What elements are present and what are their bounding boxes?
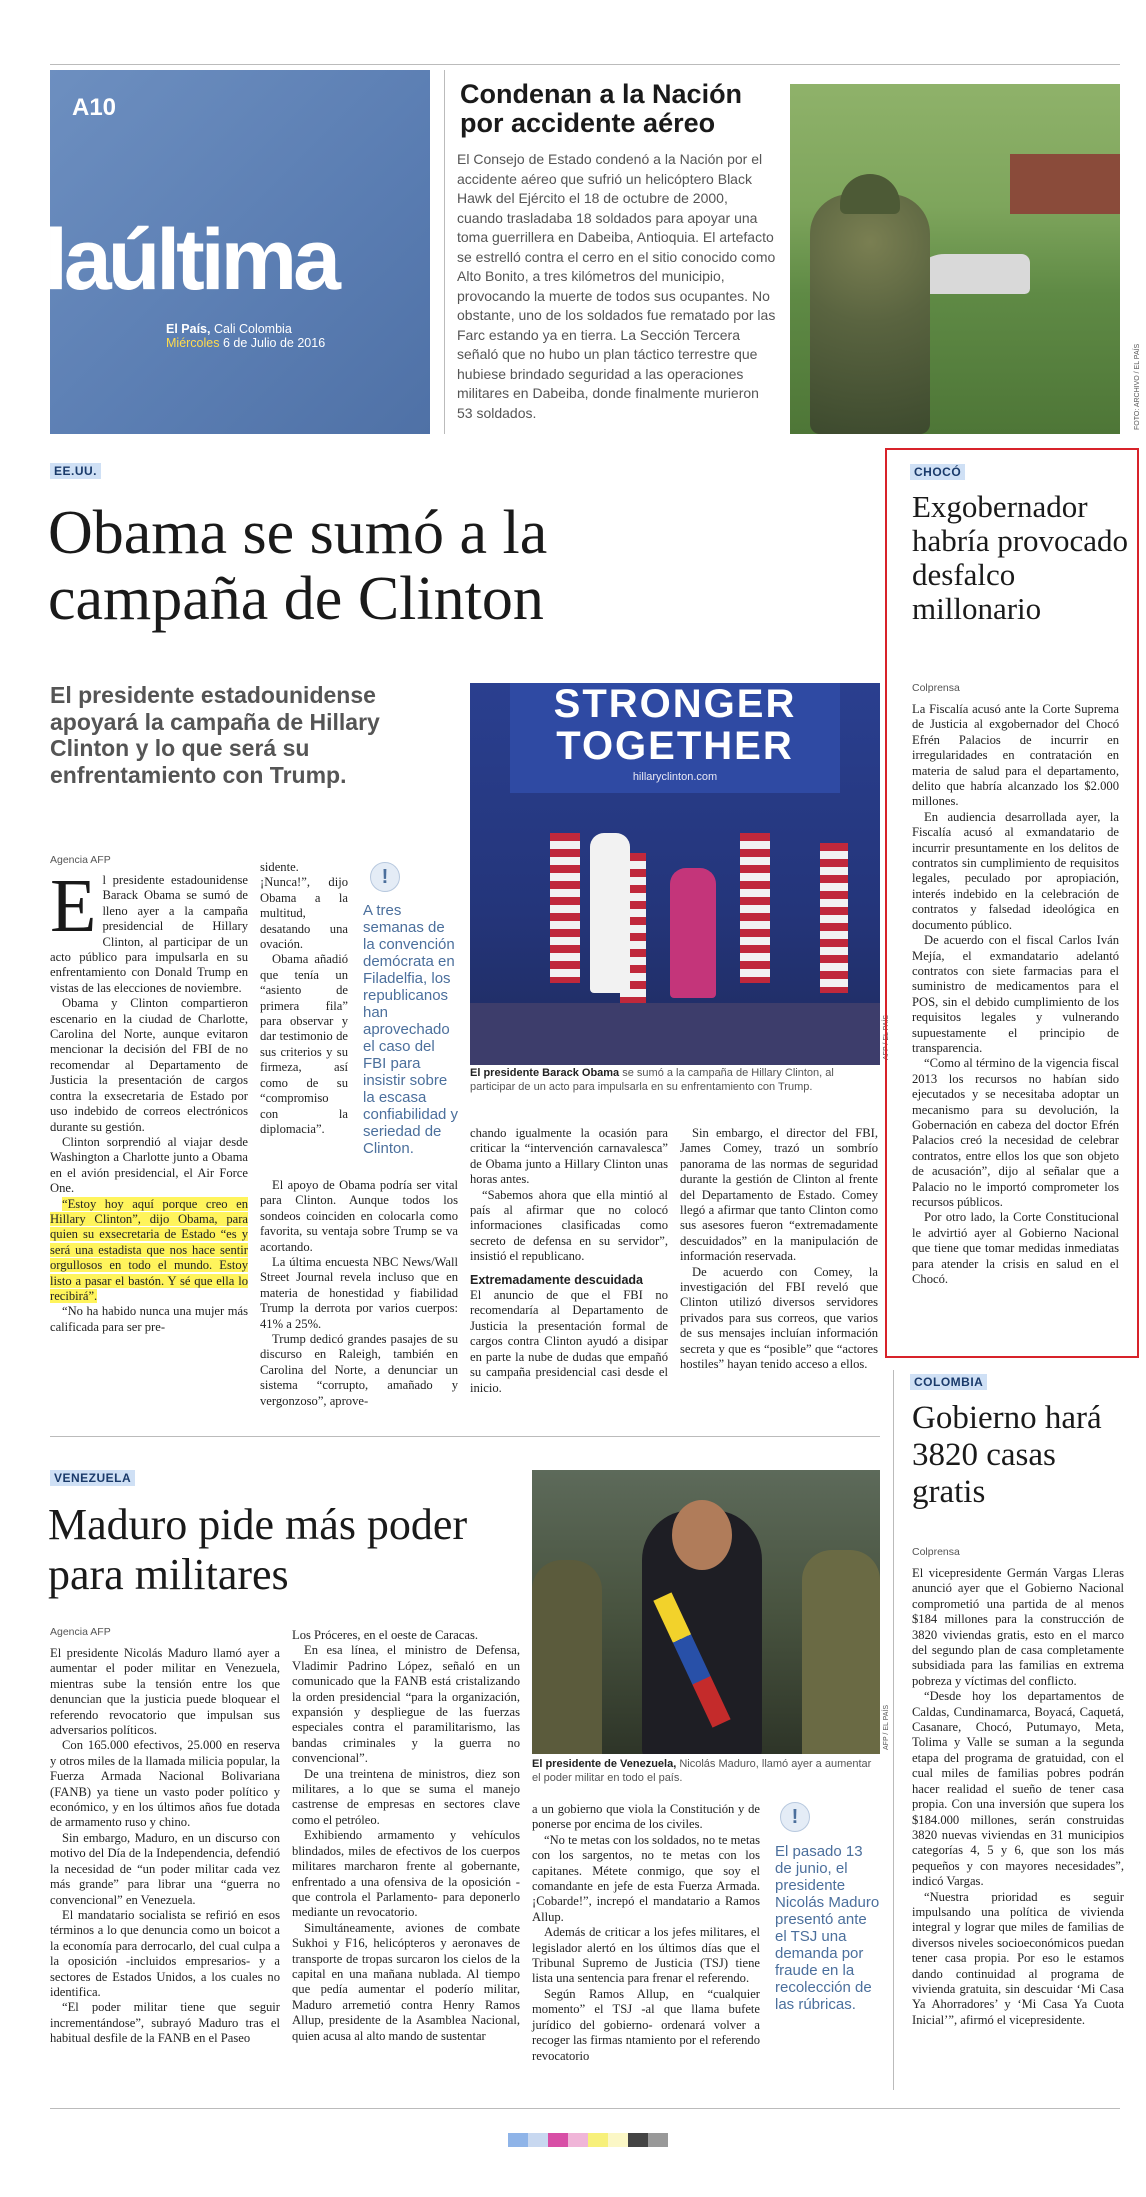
obama-deck: El presidente estadounidense apoyará la campaña de Hillary Clinton y lo que será su enfrentamiento con Trump.	[50, 682, 380, 788]
caption-bold: El presidente de Venezuela,	[532, 1758, 677, 1770]
section-divider	[50, 1436, 880, 1437]
maduro-paragraph: Los Próceres, en el oeste de Caracas.	[292, 1628, 479, 1642]
obama-caption	[470, 1067, 880, 1094]
obama-paragraph: De acuerdo con Comey, la investigación del FBI reveló que Clinton utilizó diversos servidores privados para sus correos, que varios de sus mensajes incluían información secreta y que es “posible” que “actores hostiles” hayan tenido acceso a ellos.	[680, 1264, 878, 1372]
obama-headline: Obama se sumó a la campaña de Clinton	[48, 499, 548, 633]
sign-line-1: STRONGER	[553, 683, 797, 726]
flag-right-2	[820, 843, 848, 993]
caption-bold: El presidente Barack Obama	[470, 1067, 620, 1079]
top-rule	[50, 64, 1120, 65]
date: 6 de Julio de 2016	[222, 336, 326, 350]
campaign-sign	[510, 683, 840, 793]
masthead-panel	[44, 70, 430, 434]
page-number: A10	[72, 94, 117, 121]
alert-icon: !	[370, 862, 400, 892]
top-photo-credit: FOTO: ARCHIVO / EL PAÍS	[1134, 343, 1141, 430]
choco-body	[912, 702, 1119, 1287]
obama-agency: Agencia AFP	[50, 854, 111, 866]
obama-pullquote: A tres semanas de la convención demócrata en Filadelfia, los republicanos han aprovechado el caso del FBI para insistir sobre la escasa confiabilidad y seriedad de Clinton.	[363, 902, 459, 1157]
obama-paragraph: “Sabemos ahora que ella mintió al país al afirmar que no colocó informaciones clasificadas como secreto de defensa en su servidor”, insistió el republicano.	[470, 1187, 668, 1264]
footer-rule	[50, 2108, 1120, 2109]
maduro-paragraph: Además de criticar a los jefes militares, el legislador alertó en los últimos días que el Tribunal Supremo de Justicia (TSJ) tiene lista una sentencia para frenar el referendo.	[532, 1925, 760, 1986]
sign-url: hillaryclinton.com	[632, 771, 718, 783]
obama-column-3	[470, 1126, 668, 1396]
photo-officer-right	[802, 1550, 880, 1754]
obama-clinton-photo	[470, 683, 880, 1065]
obama-lead: l presidente estadounidense Barack Obama se sumó de lleno ayer a la campaña presidencial de Hillary Clinton, al participar de un acto público para impulsarla en su enfrentamiento con Donald Trump en vistas de las elecciones de noviembre.	[50, 873, 248, 995]
maduro-paragraph: De una treintena de ministros, diez son militares, a lo que se suma el manejo castrense de empresas en sectores clave como el petróleo.	[292, 1766, 520, 1827]
photo-soldier-helmet	[840, 174, 900, 214]
maduro-photo	[532, 1470, 880, 1754]
choco-paragraph: En audiencia desarrollada ayer, la Fiscalía acusó al exmandatario de incurrir presuntamente en los delitos de contratos sin cumplimiento de requisitos legales, peculado por apropiación, interés indebido en la celebración de contratos y falsedad ideológica en documento público.	[912, 809, 1119, 932]
maduro-pullquote: El pasado 13 de junio, el presidente Nicolás Maduro presentó ante el TSJ una demanda por fraude en la recolección de las rúbricas.	[775, 1843, 880, 2013]
swatch	[608, 2133, 628, 2147]
caption-text: se sumó a la campaña de Hillary Clinton, al participar de un acto para impulsarla en su enfrentamiento con Trump.	[470, 1067, 834, 1093]
obama-paragraph: Clinton sorprendió al viajar desde Washington a Charlotte junto a Obama en el avión presidencial, el Air Force One.	[50, 1134, 248, 1196]
maduro-headline: Maduro pide más poder para militares	[48, 1500, 468, 1599]
section-tag-venezuela: VENEZUELA	[50, 1470, 135, 1486]
maduro-paragraph: Exhibiendo armamento y vehículos blindados, miles de efectivos de los cuerpos militares marcharon frente al gobernante, enfrentado a una ofensiva de la oposición -que controla el Parlamento- para deponerlo mediante un revocatorio.	[292, 1828, 520, 1920]
figure-obama	[590, 833, 630, 993]
masthead-dateline	[166, 322, 325, 350]
maduro-column-3	[532, 1802, 760, 2064]
section-tag-eeuu: EE.UU.	[50, 463, 101, 479]
obama-paragraph: Obama añadió que tenía un “asiento de primera fila” para observar y dar testimonio de sus criterios y su firmeza, así como de su “compromiso con la diplomacia”.	[260, 952, 348, 1136]
choco-paragraph: La Fiscalía acusó ante la Corte Suprema de Justicia al exgobernador del Chocó Efrén Palacios de incurrir en irregularidades en contratación en materia de salud para el departamento, delito que habría alcanzado los $2.000 millones.	[912, 702, 1119, 809]
choco-agency: Colprensa	[912, 682, 960, 694]
swatch	[628, 2133, 648, 2147]
colombia-headline: Gobierno hará 3820 casas gratis	[912, 1400, 1102, 1510]
swatch	[548, 2133, 568, 2147]
maduro-paragraph: Según Ramos Allup, en “cualquier momento” el TSJ -al que llama bufete jurídico del gobierno- ordenará volver a recoger las firmas ntamiento por el referendo revocatorio	[532, 1986, 760, 2063]
right-column-divider	[893, 1370, 894, 2090]
figure-clinton	[670, 868, 716, 998]
colombia-paragraph: El vicepresidente Germán Vargas Lleras anunció ayer que el Gobierno Nacional comprometió una partida de al menos $184 millones para la construcción de 3820 viviendas gratis, esto en el marco del segundo plan de casa completamente subsidiada para las familias en extrema pobreza y víctimas del conflicto.	[912, 1566, 1124, 1688]
colombia-agency: Colprensa	[912, 1546, 960, 1558]
highlighted-quote: “Estoy hoy aquí porque creo en Hillary Clinton”, dijo Obama, para quien su exsecretaria de Estado “es y será una estadista que nos hace sentir orgullosos en todo el mundo. Estoy listo a pasar el bastón. Y sé que ella lo recibirá”.	[50, 1196, 248, 1303]
masthead-divider	[444, 70, 445, 434]
maduro-column-1	[50, 1646, 280, 2047]
maduro-agency: Agencia AFP	[50, 1626, 111, 1638]
maduro-paragraph: “No te metas con los soldados, no te metas con los sargentos, no te metas con los capitanes. Métete conmigo, que soy el comandante en jefe de esta Fuerza Armada. ¡Cobarde!”, increpó el mandatario a Ramos Allup.	[532, 1832, 760, 1924]
choco-paragraph: De acuerdo con el fiscal Carlos Iván Mejía, el exmandatario adelantó contratos con siete farmacias para el suministro de medicamentos para el POS, sin el debido cumplimiento de los requisitos legales y vulnerando supuestamente el principio de transparencia.	[912, 933, 1119, 1055]
maduro-column-2	[292, 1628, 520, 2044]
flag-right-1	[740, 833, 770, 983]
colombia-paragraph: “Desde hoy los departamentos de Caldas, Cundinamarca, Boyacá, Caquetá, Casanare, Chocó, Putumayo, Meta, Tolima y Valle se suman a la segunda etapa del programa de gratuidad, con el cual miles de familias pobres podrán hacer realidad el sueño de tener casa propia. Con una inversión que supera los $184.000 millones, serán construidas 3820 nuevas viviendas en 31 municipios categorías 4, 5 y 6, que son los más pequeños y con mayores necesidades”, indicó Vargas.	[912, 1689, 1124, 1889]
obama-paragraph: sidente. ¡Nunca!”, dijo Obama a la multitud, desatando una ovación.	[260, 860, 348, 952]
maduro-paragraph: a un gobierno que viola la Constitución y de ponerse por encima de los civiles.	[532, 1802, 760, 1832]
maduro-paragraph: “El poder militar tiene que seguir incrementándose”, subrayó Maduro tras el habitual desfile de la FANB en el Paseo	[50, 2000, 280, 2046]
section-tag-colombia: COLOMBIA	[910, 1374, 987, 1390]
soldier-photo	[790, 84, 1120, 434]
swatch	[508, 2133, 528, 2147]
colombia-body	[912, 1566, 1124, 2028]
maduro-caption	[532, 1758, 880, 1785]
top-story-headline: Condenan a la Nación por accidente aéreo	[460, 79, 743, 138]
obama-paragraph: “No ha habido nunca una mujer más calificada para ser pre-	[50, 1304, 248, 1334]
photo-soldier	[810, 194, 930, 434]
obama-photo-credit: AFP / EL PAÍS	[883, 1014, 890, 1060]
obama-paragraph: chando igualmente la ocasión para criticar la “intervención carnavalesca” de Obama junto a Hillary Clinton unas horas antes.	[470, 1126, 668, 1187]
maduro-paragraph: El mandatario socialista se refirió en esos términos a lo que denuncia como un boicot a la economía para derrocarlo, del cual culpa a la oposición -incluidos empresarios- y a sectores de Estados Unidos, a los cuales no identifica.	[50, 1907, 280, 1999]
stage-floor	[470, 1003, 880, 1065]
obama-paragraph: Obama y Clinton compartieron escenario en la ciudad de Charlotte, Carolina del Norte, aunque evitaron mencionar la decisión del FBI de no recomendar al Departamento de Justicia la presentación de cargos contra la exsecretaria de Estado por uso indebido de correos electrónicos durante su gestión.	[50, 996, 248, 1134]
drop-cap: E	[50, 864, 97, 948]
section-tag-choco: CHOCÓ	[910, 464, 965, 480]
obama-column-1	[50, 864, 248, 1335]
city: Cali Colombia	[213, 322, 292, 336]
obama-column-4	[680, 1126, 878, 1373]
obama-paragraph: Sin embargo, el director del FBI, James Comey, trazó un sombrío panorama de las normas de seguridad durante la gestión de Clinton al frente del Departamento de Estado. Comey llegó a afirmar que tanto Clinton como sus asesores fueron “extremadamente descuidados” en la manipulación de información reservada.	[680, 1126, 878, 1264]
choco-headline: Exgobernador habría provocado desfalco millonario	[912, 489, 1129, 626]
photo-officer-left	[532, 1560, 602, 1754]
obama-subhead: Extremadamente descuidada	[470, 1272, 643, 1287]
maduro-paragraph: Sin embargo, Maduro, en un discurso con motivo del Día de la Independencia, defendió la necesidad de “un poder militar cada vez más grande” para librar una “guerra no convencional” en Venezuela.	[50, 1830, 280, 1907]
maduro-paragraph: En esa línea, el ministro de Defensa, Vladimir Padrino López, señaló en un comunicado que la FANB está cristalizando la orden presidencial “para la organización, expansión y despliegue de las fuerzas especiales contra el paramilitarismo, las bandas criminales y la guerra no convencional”.	[292, 1643, 520, 1766]
obama-column-2-lower	[260, 1178, 458, 1409]
maduro-paragraph: El presidente Nicolás Maduro llamó ayer a aumentar el poder militar en Venezuela, mientras sube la tensión entre los que denuncian que la justicia puede bloquear el referendo revocatorio que impulsan sus adversarios políticos.	[50, 1646, 280, 1738]
maduro-photo-credit: AFP / EL PAÍS	[883, 1704, 890, 1750]
maduro-paragraph: Con 165.000 efectivos, 25.000 en reserva y otros miles de la llamada milicia popular, la Fuerza Armada Nacional Bolivariana (FANB) ya tiene un vasto poder político y económico, y en los últimos años fue dotada de armamento ruso y chino.	[50, 1738, 280, 1830]
swatch	[588, 2133, 608, 2147]
caption-text: Nicolás Maduro, llamó ayer a aumentar el poder militar en todo el país.	[532, 1758, 872, 1784]
swatch	[648, 2133, 668, 2147]
swatch	[528, 2133, 548, 2147]
section-title: laúltima	[44, 212, 337, 308]
obama-column-2	[260, 860, 348, 1137]
flag-left-1	[550, 833, 580, 983]
obama-paragraph: La última encuesta NBC News/Wall Street Journal revela incluso que en materia de honestidad y fiabilidad Trump la derrota por varios cuerpos: 41% a 25%.	[260, 1255, 458, 1331]
sign-line-2: TOGETHER	[556, 724, 794, 768]
obama-paragraph: Trump dedicó grandes pasajes de su discurso en Raleigh, también en Carolina del Norte, a denunciar un sistema “corrupto, amañado y vergonzoso”, aprove-	[260, 1332, 458, 1408]
choco-paragraph: “Como al término de la vigencia fiscal 2013 los recursos no habían sido ejecutados y se necesitaba adoptar un mecanismo para su devolución, la Gobernación en cabeza del doctor Efrén Palacios creó la necesidad de celebrar contratos, entre ellos los que son objeto de acusación”, dijo al señalar que a Palacio no le importó comprometer los recursos públicos.	[912, 1056, 1119, 1209]
top-story-body: El Consejo de Estado condenó a la Nación por el accidente aéreo que sufrió un helicóptero Black Hawk del Ejército el 18 de octubre de 2000, cuando trasladaba 18 soldados para apoyar una toma guerrillera en Dabeiba, Antioquia. El artefacto se estrelló contra el cerro en el sitio conocido como Alto Bonito, a tres kilómetros del municipio, provocando la muerte de todos sus ocupantes. No obstante, uno de los soldados fue rematado por las Farc estando ya en tierra. La Sección Tercera señaló que no hubo un plan táctico terrestre que hubiese brindado seguridad a las operaciones militares en Dabeiba, donde finalmente murieron 53 soldados.	[457, 151, 776, 421]
weekday: Miércoles	[166, 336, 220, 350]
obama-paragraph: El anuncio de que el FBI no recomendaría al Departamento de Justicia la presentación formal de cargos contra Clinton ayudó a disipar en parte la nube de dudas que empañó su campaña presidencial casi desde el inicio.	[470, 1288, 668, 1395]
choco-paragraph: Por otro lado, la Corte Constitucional le advirtió ayer al Gobierno Nacional que tiene que tomar medidas inmediatas para atender la crisis en salud en el Chocó.	[912, 1210, 1119, 1287]
swatch	[568, 2133, 588, 2147]
photo-maduro-face	[672, 1500, 732, 1570]
photo-fence	[1010, 154, 1120, 214]
obama-paragraph: El apoyo de Obama podría ser vital para Clinton. Aunque todos los sondeos coinciden en colocarla como favorita, su ventaja sobre Trump se va acortando.	[260, 1178, 458, 1254]
alert-icon: !	[780, 1802, 810, 1832]
color-registration-bar	[508, 2133, 668, 2147]
colombia-paragraph: “Nuestra prioridad es seguir impulsando una política de vivienda integral y lograr que miles de familias de diversos niveles socioeconómicos puedan tener casa propia. Por eso le estamos dando continuidad al programa de vivienda gratuita, sin descuidar ‘Mi Casa Ya Ahorradores’ y ‘Mi Casa Ya Cuota Inicial’”, afirmó el vicepresidente.	[912, 1889, 1124, 2027]
maduro-paragraph: Simultáneamente, aviones de combate Sukhoi y F16, helicópteros y aeronaves de transporte de tropas surcaron los cielos de la capital en una mañana nublada. Al tiempo que pedía aumentar el poderío militar, Maduro arremetió contra Henry Ramos Allup, presidente de la Asamblea Nacional, quien acusa al alto mando de sustentar	[292, 1920, 520, 2043]
paper-name: El País,	[166, 322, 211, 336]
